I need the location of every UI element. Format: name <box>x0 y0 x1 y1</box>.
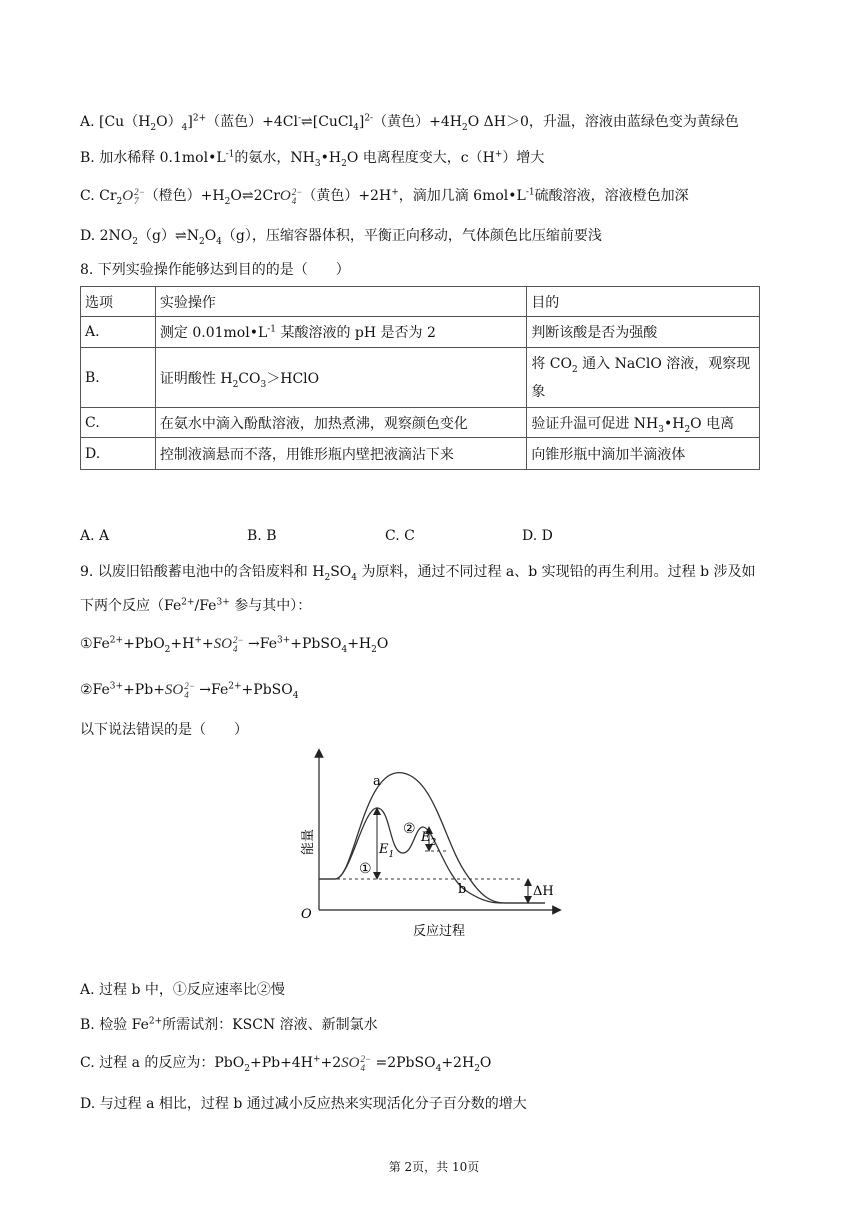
step-2-label: ② <box>403 821 416 837</box>
dichromate-ion: O 2− 7 <box>122 186 145 206</box>
y-axis-label: 能量 <box>301 828 316 855</box>
energy-diagram <box>295 745 565 940</box>
table-row <box>81 348 760 408</box>
q9-stem-line1: 9. 以废旧铅酸蓄电池中的含铅废料和 $H_2SO_4$ 为原料，通过不同过程 a、b 实现铅的再生利用。过程 b 涉及如 <box>80 564 756 583</box>
row-goal: 向锥形瓶中滴加半滴液体 <box>527 438 760 470</box>
row-goal: 判断该酸是否为强酸 <box>527 317 760 348</box>
q7-option-b: B. 加水稀释 $0.1mol•L^{-1}$的氨水，$NH_3•H_2O$ 电离程度变大，c（H+）增大 <box>80 149 545 169</box>
q7-option-a: A. $[Cu(H_2O)_4]^{2+}$（蓝色）+4Cl-⇌[CuCl$_4$]$^{2-}$（黄色）$+4H_2O$ ΔH＞0，升温，溶液由蓝绿色变为黄绿色 <box>80 113 739 133</box>
row-operation: 测定 $0.01mol•L^{-1}$ 某酸溶液的 pH 是否为 2 <box>155 317 526 348</box>
curve-b <box>319 808 545 903</box>
header-operation: 实验操作 <box>155 287 526 317</box>
q9-reaction-2: $②Fe^{3+}+Pb+SO$ 2− 4 $\to Fe^{2+}+PbSO_4$ <box>80 680 299 701</box>
q7-option-d: D. $2NO_2(g)\rightleftharpoons N_2O_4(g)$，压缩容器体积，平衡正向移动，气体颜色比压缩前要浅 <box>80 228 602 247</box>
row-goal: 将 $CO_2$ 通入 NaClO 溶液，观察现 象 <box>527 348 760 408</box>
q9-option-b: B. 检验 $Fe^{2+}$所需试剂：KSCN 溶液、新制氯水 <box>80 1016 378 1033</box>
q9-option-d: D. 与过程 a 相比，过程 b 通过减小反应热来实现活化分子百分数的增大 <box>80 1096 527 1112</box>
header-option: 选项 <box>81 287 156 317</box>
delta-h-label: ΔH <box>533 884 554 899</box>
sulfate-ion: SO 2− 4 <box>341 1053 372 1073</box>
q9-question: 以下说法错误的是（ ） <box>80 722 248 738</box>
curve-b-label: b <box>458 882 467 897</box>
q8-choice-c: C. C <box>385 528 415 544</box>
row-operation: 控制液滴悬而不落，用锥形瓶内壁把液滴沾下来 <box>155 438 526 470</box>
row-option: C. <box>81 408 156 438</box>
q8-choice-a: A. A <box>80 528 110 544</box>
page-footer: 第 2页，共 10页 <box>388 1160 480 1174</box>
row-option: A. <box>81 317 156 348</box>
q8-stem: 8. 下列实验操作能够达到目的的是（ ） <box>80 262 350 278</box>
row-operation: 在氨水中滴入酚酞溶液，加热煮沸，观察颜色变化 <box>155 408 526 438</box>
q8-table <box>80 286 760 470</box>
step-1-label: ① <box>359 861 372 877</box>
q8-choice-d: D. D <box>522 528 553 544</box>
table-row <box>81 438 760 470</box>
header-goal: 目的 <box>527 287 760 317</box>
row-option: D. <box>81 438 156 470</box>
table-header-row <box>81 287 760 317</box>
curve-a-label: a <box>373 774 381 789</box>
q8-choice-b: B. B <box>247 528 277 544</box>
e1-label: $E_1$ <box>379 842 395 860</box>
row-option: B. <box>81 348 156 408</box>
row-operation: 证明酸性 $H_2CO_3>HClO$ <box>155 348 526 408</box>
q7-option-c: C. $Cr_2O$ 2− 7 （橙色）$+H_2O\rightleftharpoons 2CrO$ 2− 4 （黄色）+2H+，滴加几滴 $6mol•L^{-1}$硫酸溶液，溶液橙色加深 <box>80 186 689 207</box>
sulfate-ion: SO 2− 4 <box>213 634 244 654</box>
e2-label: $E_2$ <box>421 830 437 848</box>
origin-label: O <box>301 907 312 922</box>
q9-option-c: C. 过程 a 的反应为：PbO$_2$+Pb+4H++2SO 2− 4 $=2PbSO_4+2H_2O$ <box>80 1053 492 1074</box>
x-axis-label: 反应过程 <box>413 924 466 939</box>
q9-reaction-1: $①Fe^{2+}+PbO_2+H^++SO$ 2− 4 $\to Fe^{3+}+PbSO_4+H_2O$ <box>80 634 389 655</box>
row-goal: 验证升温可促进 $NH_3•H_2O$ 电离 <box>527 408 760 438</box>
table-row <box>81 317 760 348</box>
chromate-ion: O 2− 4 <box>279 186 303 206</box>
table-row <box>81 408 760 438</box>
q9-stem-line2: 下两个反应（$Fe^{2+}/Fe^{3+}$ 参与其中）： <box>80 597 312 614</box>
sulfate-ion: SO 2− 4 <box>164 680 195 700</box>
q9-option-a: A. 过程 b 中，①反应速率比②慢 <box>80 982 285 998</box>
